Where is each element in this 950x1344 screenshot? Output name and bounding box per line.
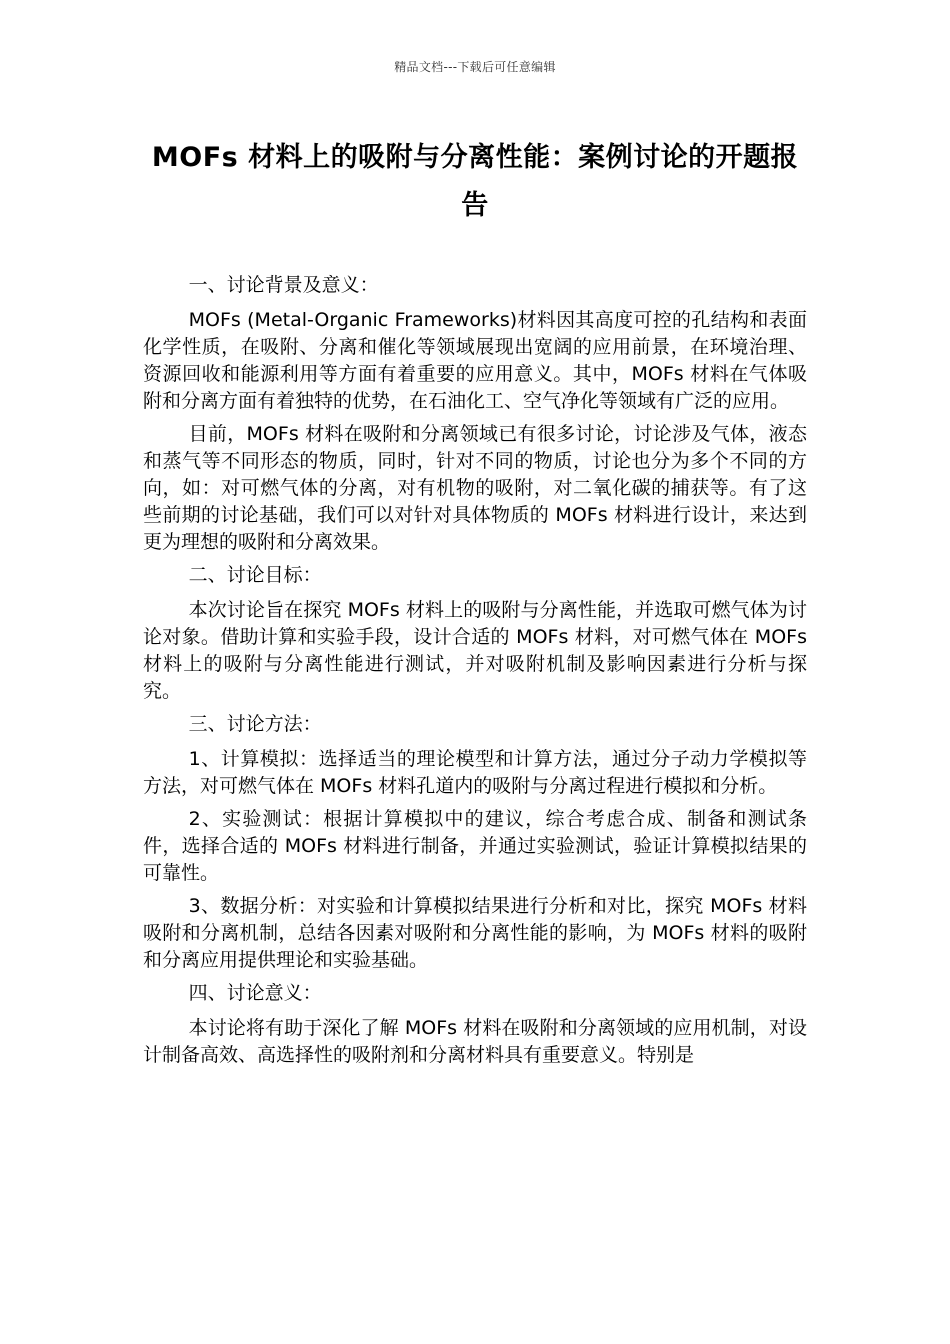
paragraph: 目前，MOFs 材料在吸附和分离领域已有很多讨论，讨论涉及气体，液态和蒸气等不同形态的物质，同时，针对不同的物质，讨论也分为多个不同的方向，如：对可燃气体的分离，对有机物的吸附，对二氧化碳的捕获等。有了这些前期的讨论基础，我们可以对针对具体物质的 MOFs 材料进行设计，来达到更为理想的吸附和分离效果。 xyxy=(143,423,807,553)
paragraph: MOFs (Metal-Organic Frameworks)材料因其高度可控的孔结构和表面化学性质，在吸附、分离和催化等领域展现出宽阔的应用前景，在环境治理、资源回收和能源利用等方面有着重要的应用意义。其中，MOFs 材料在气体吸附和分离方面有着独特的优势，在石油化工、空气净化等领域有广泛的应用。 xyxy=(143,309,807,412)
section-heading-significance: 四、讨论意义： xyxy=(188,982,322,1004)
section-heading-background: 一、讨论背景及意义： xyxy=(188,274,379,296)
paragraph: 2、实验测试：根据计算模拟中的建议，综合考虑合成、制备和测试条件，选择合适的 MOFs 材料进行制备，并通过实验测试，验证计算模拟结果的可靠性。 xyxy=(143,808,807,884)
page-header: 精品文档---下载后可任意编辑 xyxy=(394,60,556,74)
paragraph: 本次讨论旨在探究 MOFs 材料上的吸附与分离性能，并选取可燃气体为讨论对象。借助计算和实验手段，设计合适的 MOFs 材料，对可燃气体在 MOFs 材料上的吸附与分离性能进行测试，并对吸附机制及影响因素进行分析与探究。 xyxy=(143,599,807,702)
paragraph: 3、数据分析：对实验和计算模拟结果进行分析和对比，探究 MOFs 材料吸附和分离机制，总结各因素对吸附和分离性能的影响，为 MOFs 材料的吸附和分离应用提供理论和实验基础。 xyxy=(143,895,807,971)
section-heading-methods: 三、讨论方法： xyxy=(188,713,322,735)
document-body xyxy=(143,272,807,1075)
paragraph: 本讨论将有助于深化了解 MOFs 材料在吸附和分离领域的应用机制，对设计制备高效、高选择性的吸附剂和分离材料具有重要意义。特别是 xyxy=(143,1017,807,1066)
section-heading-objectives: 二、讨论目标： xyxy=(188,564,322,586)
paragraph: 1、计算模拟：选择适当的理论模型和计算方法，通过分子动力学模拟等方法，对可燃气体在 MOFs 材料孔道内的吸附与分离过程进行模拟和分析。 xyxy=(143,748,807,797)
document-title: MOFs 材料上的吸附与分离性能：案例讨论的开题报告 xyxy=(151,142,799,221)
